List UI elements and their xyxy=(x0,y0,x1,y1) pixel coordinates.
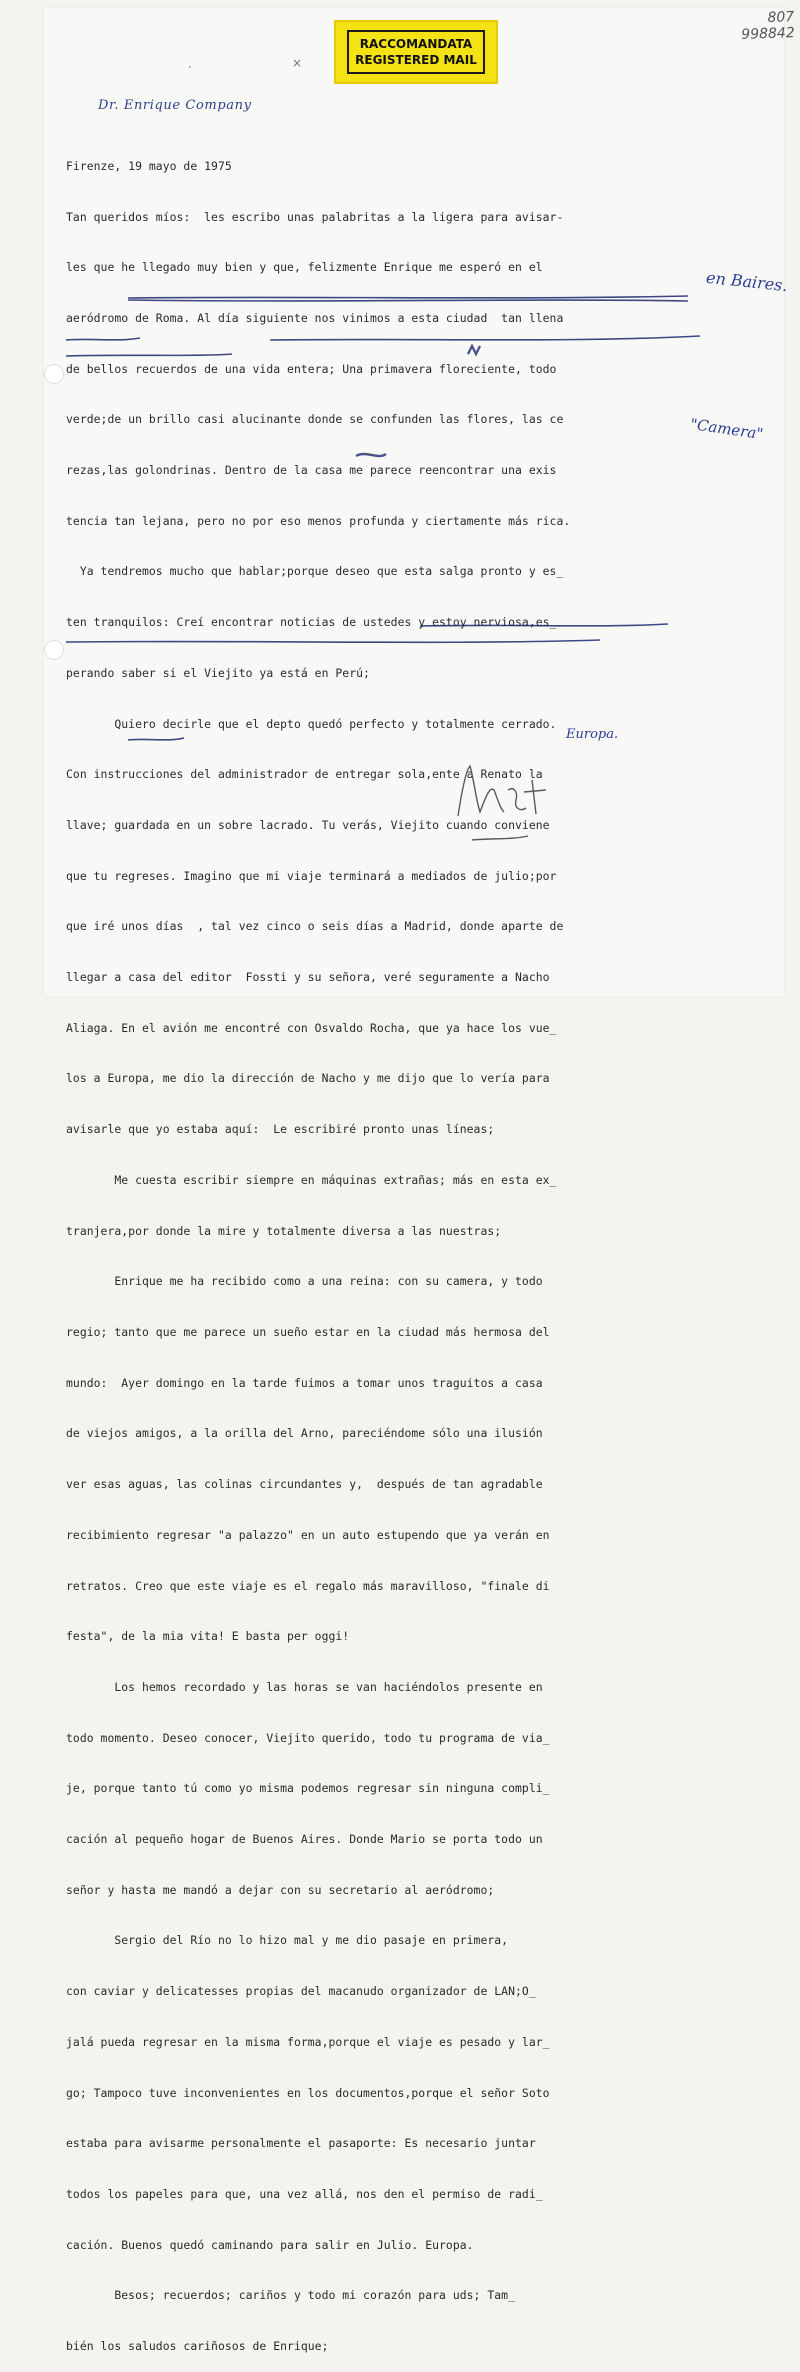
letterhead: Dr. Enrique Company xyxy=(98,98,252,113)
letter-line: Sergio del Río no lo hizo mal y me dio pasaje en primera, xyxy=(66,1933,509,1948)
letter-line: que tu regreses. Imagino que mi viaje terminará a mediados de julio;por xyxy=(66,868,557,883)
pencil-mark: · xyxy=(188,60,192,74)
letter-line: los a Europa, me dio la dirección de Nacho y me dijo que lo vería para xyxy=(66,1071,550,1086)
letter-line: festa", de la mia vita! E basta per oggi! xyxy=(66,1629,350,1644)
letter-line: de bellos recuerdos de una vida entera; Una primavera floreciente, todo xyxy=(66,361,557,376)
letter-line: todos los papeles para que, una vez allá, nos den el permiso de radi_ xyxy=(66,2186,543,2201)
registered-mail-sticker xyxy=(334,20,498,84)
letter-line: perando saber si el Viejito ya está en Perú; xyxy=(66,665,370,680)
letter-line: tencia tan lejana, pero no por eso menos profunda y ciertamente más rica. xyxy=(66,513,571,528)
pencil-mark: × xyxy=(292,56,303,70)
letter-line: mundo: Ayer domingo en la tarde fuimos a tomar unos traguitos a casa xyxy=(66,1375,543,1390)
letter-line: Quiero decirle que el depto quedó perfecto y totalmente cerrado. xyxy=(66,716,557,731)
letter-line: Enrique me ha recibido como a una reina: con su camera, y todo xyxy=(66,1274,543,1289)
letter-line: avisarle que yo estaba aquí: Le escribiré pronto unas líneas; xyxy=(66,1122,495,1137)
margin-note-camera: "Camera" xyxy=(689,414,765,444)
letter-line: retratos. Creo que este viaje es el regalo más maravilloso, "finale di xyxy=(66,1578,550,1593)
letter-line: de viejos amigos, a la orilla del Arno, pareciéndome sólo una ilusión xyxy=(66,1426,543,1441)
letter-line: ten tranquilos: Creí encontrar noticias de ustedes y estoy nerviosa,es_ xyxy=(66,615,557,630)
letter-line: verde;de un brillo casi alucinante donde se confunden las flores, las ce xyxy=(66,412,564,427)
letter-line: con caviar y delicatesses propias del macanudo organizador de LAN;O_ xyxy=(66,1984,536,1999)
letter-line: llegar a casa del editor Fossti y su señora, veré seguramente a Nacho xyxy=(66,970,550,985)
letter-line: Aliaga. En el avión me encontré con Osvaldo Rocha, que ya hace los vue_ xyxy=(66,1020,557,1035)
sticker-border xyxy=(347,30,485,74)
archive-number xyxy=(740,9,795,43)
letter-line: je, porque tanto tú como yo misma podemos regresar sin ninguna compli_ xyxy=(66,1781,550,1796)
margin-note-baires: en Baires. xyxy=(705,267,789,296)
letter-line: Me cuesta escribir siempre en máquinas extrañas; más en esta ex_ xyxy=(66,1172,557,1187)
letter-line: Besos; recuerdos; cariños y todo mi corazón para uds; Tam_ xyxy=(66,2288,516,2303)
letter-line: Tan queridos míos: les escribo unas palabritas a la ligera para avisar- xyxy=(66,209,564,224)
letter-line: cación al pequeño hogar de Buenos Aires. Donde Mario se porta todo un xyxy=(66,1832,543,1847)
letter-line: señor y hasta me mandó a dejar con su secretario al aeródromo; xyxy=(66,1882,495,1897)
letter-line: rezas,las golondrinas. Dentro de la casa me parece reencontrar una exis xyxy=(66,463,557,478)
letter-line: Los hemos recordado y las horas se van haciéndolos presente en xyxy=(66,1679,543,1694)
archive-number-line: 998842 xyxy=(740,25,795,43)
letter-line: estaba para avisarme personalmente el pasaporte: Es necesario juntar xyxy=(66,2136,536,2151)
sticker-line-2: REGISTERED MAIL xyxy=(355,53,477,67)
letter-line: llave; guardada en un sobre lacrado. Tu verás, Viejito cuando conviene xyxy=(66,817,550,832)
letter-line: que iré unos días , tal vez cinco o seis días a Madrid, donde aparte de xyxy=(66,919,564,934)
letter-line: aeródromo de Roma. Al día siguiente nos vinimos a esta ciudad tan llena xyxy=(66,310,564,325)
letter-line: cación. Buenos quedó caminando para salir en Julio. Europa. xyxy=(66,2237,474,2252)
letter-line: tranjera,por donde la mire y totalmente diversa a las nuestras; xyxy=(66,1223,502,1238)
letter-line: Ya tendremos mucho que hablar;porque deseo que esta salga pronto y es_ xyxy=(66,564,564,579)
letter-line: regio; tanto que me parece un sueño estar en la ciudad más hermosa del xyxy=(66,1324,550,1339)
letter-line: bién los saludos cariñosos de Enrique; xyxy=(66,2339,329,2354)
letter-body xyxy=(66,124,706,2372)
archive-number-line: 807 xyxy=(766,9,794,27)
letter-line: jalá pueda regresar en la misma forma,porque el viaje es pesado y lar_ xyxy=(66,2034,550,2049)
punch-hole xyxy=(44,364,64,384)
letter-line: recibimiento regresar "a palazzo" en un auto estupendo que ya verán en xyxy=(66,1527,550,1542)
letter-line: go; Tampoco tuve inconvenientes en los documentos,porque el señor Soto xyxy=(66,2085,550,2100)
inline-note-europa: Europa. xyxy=(566,727,619,742)
punch-hole xyxy=(44,640,64,660)
letter-line: ver esas aguas, las colinas circundantes y, después de tan agradable xyxy=(66,1477,543,1492)
letter-line: Con instrucciones del administrador de entregar sola,ente a Renato la xyxy=(66,767,543,782)
sticker-line-1: RACCOMANDATA xyxy=(359,37,473,51)
letter-line: Firenze, 19 mayo de 1975 xyxy=(66,158,232,173)
letter-line: todo momento. Deseo conocer, Viejito querido, todo tu programa de via_ xyxy=(66,1730,550,1745)
letter-line: les que he llegado muy bien y que, felizmente Enrique me esperó en el xyxy=(66,260,543,275)
